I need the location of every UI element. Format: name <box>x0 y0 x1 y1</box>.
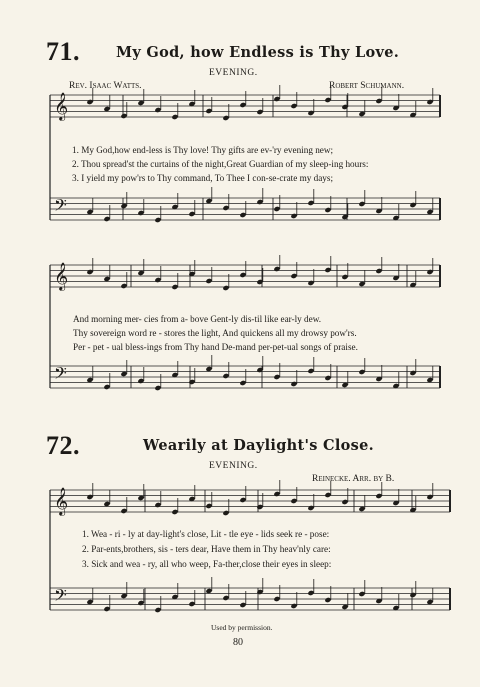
lyric-verse-2: 2. Par-ents,brothers, sis - ters dear, Have them in Thy heav'nly care: <box>82 544 331 554</box>
tune-name: EVENING. <box>209 461 258 471</box>
composer-credit: Reinecke. Arr. by B. <box>312 474 395 484</box>
page-number: 80 <box>233 637 243 648</box>
hymn-number: 71. <box>46 37 80 66</box>
lyric-verse-3: Per - pet - ual bless-ings from Thy hand De-mand per-pet-ual songs of praise. <box>73 342 358 352</box>
bass-clef-icon: 𝄢 <box>54 363 67 387</box>
hymn-title: My God, how Endless is Thy Love. <box>116 44 400 61</box>
treble-clef-icon: 𝄞 <box>54 92 69 120</box>
lyric-verse-3: 3. Sick and wea - ry, all who weep, Fa-ther,close their eyes in sleep: <box>82 559 332 569</box>
author-credit: Rev. Isaac Watts. <box>69 81 142 91</box>
bass-clef-icon: 𝄢 <box>54 585 67 609</box>
bass-clef-icon: 𝄢 <box>54 195 67 219</box>
hymn-number: 72. <box>46 431 80 460</box>
tune-name: EVENING. <box>209 68 258 78</box>
lyric-verse-1: 1. Wea - ri - ly at day-light's close, Lit - tle eye - lids seek re - pose: <box>82 529 330 539</box>
lyric-verse-3: 3. I yield my pow'rs to Thy command, To Thee I con-se-crate my days; <box>72 173 334 183</box>
lyric-verse-2: 2. Thou spread'st the curtains of the night,Great Guardian of my sleep-ing hours: <box>72 159 369 169</box>
treble-clef-icon: 𝄞 <box>54 262 69 290</box>
treble-clef-icon: 𝄞 <box>54 487 69 515</box>
permission-note: Used by permission. <box>211 623 273 632</box>
hymn-title: Wearily at Daylight's Close. <box>143 437 374 454</box>
composer-credit: Robert Schumann. <box>329 81 405 91</box>
lyric-verse-2: Thy sovereign word re - stores the light, And quickens all my drowsy pow'rs. <box>73 328 357 338</box>
lyric-verse-1: And morning mer- cies from a- bove Gent-ly dis-til like ear-ly dew. <box>73 314 322 324</box>
lyric-verse-1: 1. My God,how end-less is Thy love! Thy gifts are ev-'ry evening new; <box>72 145 334 155</box>
